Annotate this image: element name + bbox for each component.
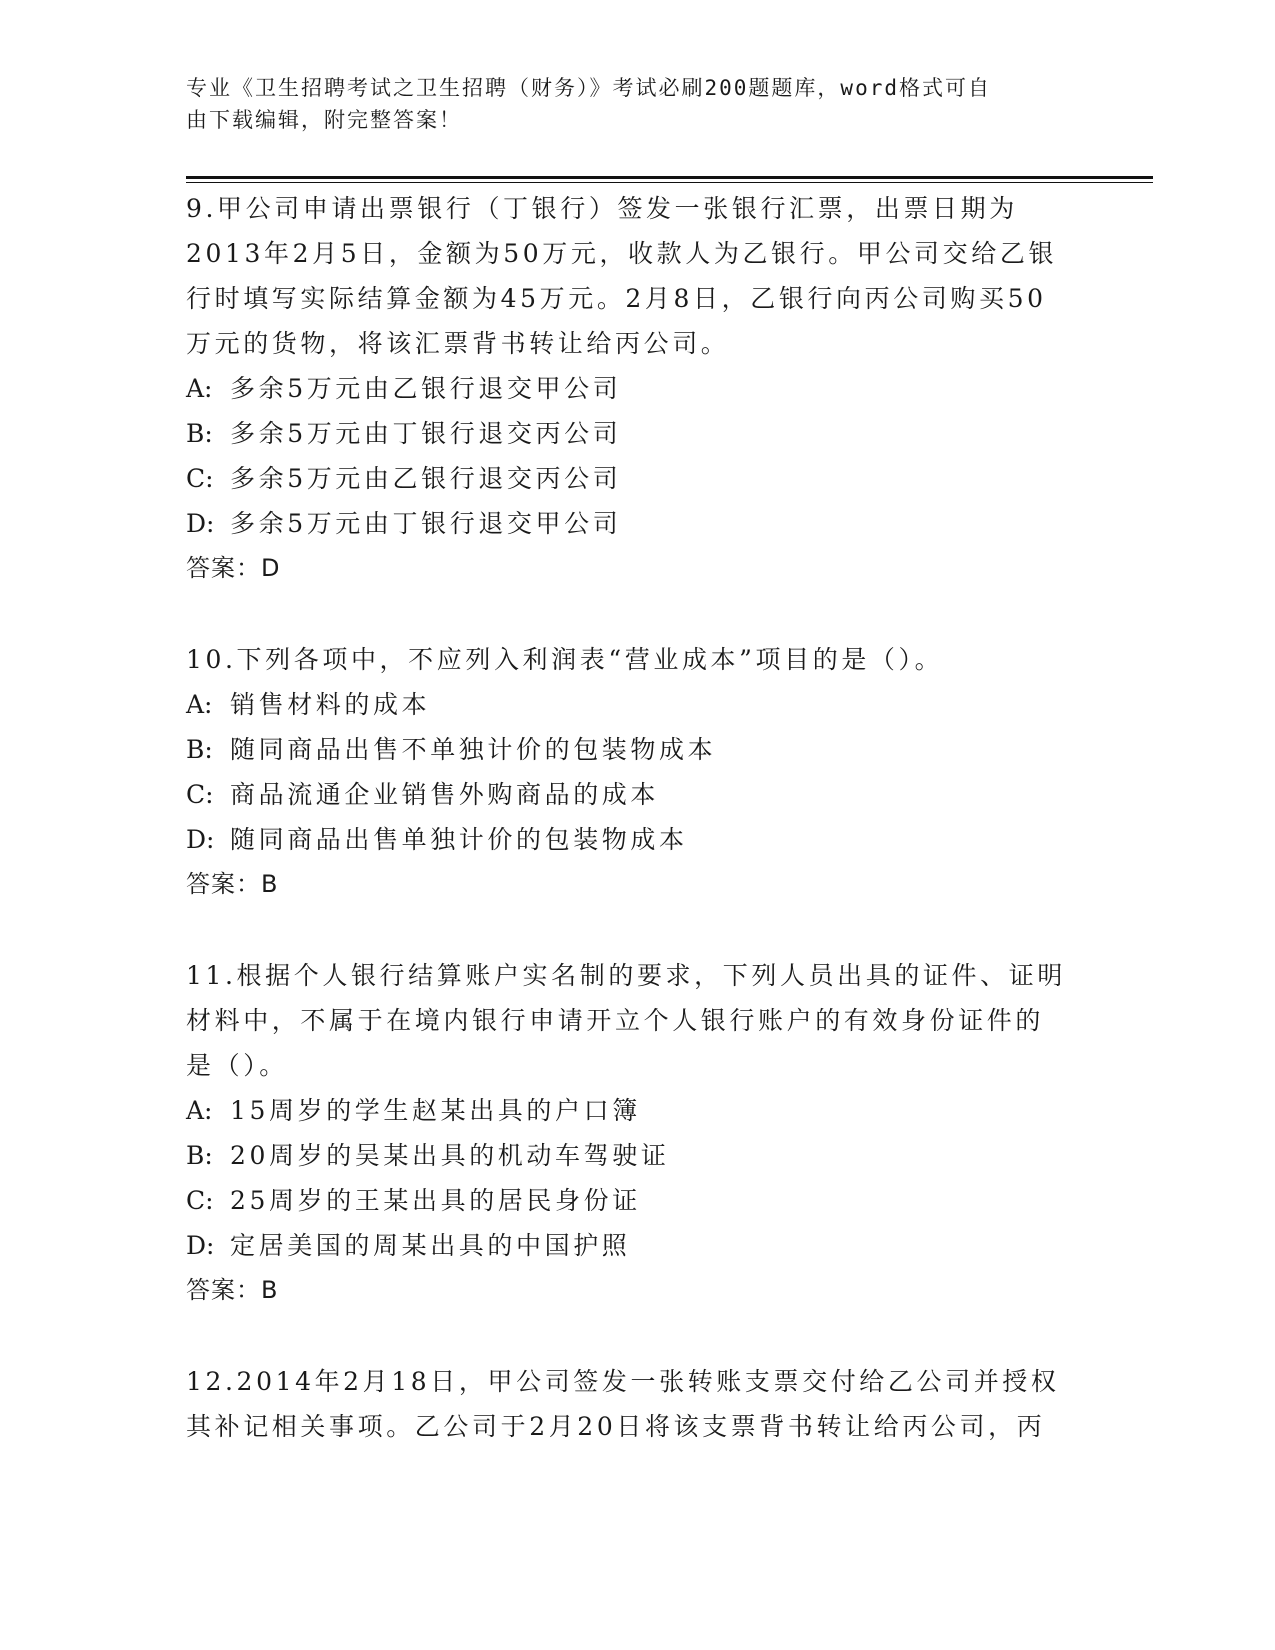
question-10: [186, 637, 1086, 907]
question-9: [186, 186, 1086, 591]
option-text: 多余5万元由乙银行退交甲公司: [230, 374, 622, 403]
question-stem-line: 9.甲公司申请出票银行（丁银行）签发一张银行汇票，出票日期为: [186, 194, 1018, 223]
option-d: [186, 501, 1086, 546]
header-line-1: 专业《卫生招聘考试之卫生招聘（财务）》考试必刷200题题库，word格式可自: [186, 76, 991, 100]
option-key: C:: [186, 780, 214, 809]
option-text: 多余5万元由丁银行退交丙公司: [230, 419, 622, 448]
question-12: [186, 1359, 1086, 1449]
question-stem-line: 材料中，不属于在境内银行申请开立个人银行账户的有效身份证件的: [186, 1006, 1045, 1035]
option-key: B:: [186, 1141, 213, 1170]
option-key: D:: [186, 509, 215, 538]
question-stem-line: 12.2014年2月18日，甲公司签发一张转账支票交付给乙公司并授权: [186, 1367, 1060, 1396]
option-text: 随同商品出售不单独计价的包装物成本: [230, 735, 717, 764]
question-stem-line: 其补记相关事项。乙公司于2月20日将该支票背书转让给丙公司，丙: [186, 1412, 1046, 1441]
option-text: 商品流通企业销售外购商品的成本: [230, 780, 660, 809]
question-stem-line: 2013年2月5日，金额为50万元，收款人为乙银行。甲公司交给乙银: [186, 239, 1058, 268]
option-text: 销售材料的成本: [230, 690, 431, 719]
option-text: 20周岁的吴某出具的机动车驾驶证: [230, 1141, 670, 1170]
question-list: [186, 186, 1086, 1495]
question-stem-line: 行时填写实际结算金额为45万元。2月8日，乙银行向丙公司购买50: [186, 284, 1047, 313]
option-key: A:: [186, 1096, 213, 1125]
answer-label: 答案：B: [186, 870, 279, 898]
option-text: 多余5万元由丁银行退交甲公司: [230, 509, 622, 538]
option-c: [186, 1178, 1086, 1223]
option-d: [186, 1223, 1086, 1268]
option-text: 多余5万元由乙银行退交丙公司: [230, 464, 622, 493]
option-key: B:: [186, 419, 213, 448]
header-line-2: 由下载编辑，附完整答案！: [186, 108, 462, 132]
document-header: [186, 72, 1066, 136]
answer-label: 答案：B: [186, 1276, 279, 1304]
option-a: [186, 682, 1086, 727]
option-key: D:: [186, 1231, 215, 1260]
option-text: 定居美国的周某出具的中国护照: [230, 1231, 631, 1260]
option-text: 25周岁的王某出具的居民身份证: [230, 1186, 641, 1215]
option-key: C:: [186, 464, 214, 493]
option-c: [186, 456, 1086, 501]
option-b: [186, 1133, 1086, 1178]
question-stem-line: 10.下列各项中，不应列入利润表“营业成本”项目的是（）。: [186, 645, 944, 674]
option-c: [186, 772, 1086, 817]
header-divider-thick: [186, 176, 1153, 179]
option-text: 15周岁的学生赵某出具的户口簿: [230, 1096, 641, 1125]
option-key: A:: [186, 690, 213, 719]
question-11: [186, 953, 1086, 1313]
option-b: [186, 411, 1086, 456]
question-stem-line: 是（）。: [186, 1051, 288, 1080]
option-key: A:: [186, 374, 213, 403]
option-key: D:: [186, 825, 215, 854]
option-a: [186, 366, 1086, 411]
option-key: C:: [186, 1186, 214, 1215]
option-key: B:: [186, 735, 213, 764]
header-divider-thin: [186, 182, 1153, 183]
option-text: 随同商品出售单独计价的包装物成本: [230, 825, 688, 854]
option-d: [186, 817, 1086, 862]
option-b: [186, 727, 1086, 772]
option-a: [186, 1088, 1086, 1133]
answer-label: 答案：D: [186, 554, 281, 582]
question-stem-line: 万元的货物，将该汇票背书转让给丙公司。: [186, 329, 730, 358]
question-stem-line: 11.根据个人银行结算账户实名制的要求，下列人员出具的证件、证明: [186, 961, 1066, 990]
